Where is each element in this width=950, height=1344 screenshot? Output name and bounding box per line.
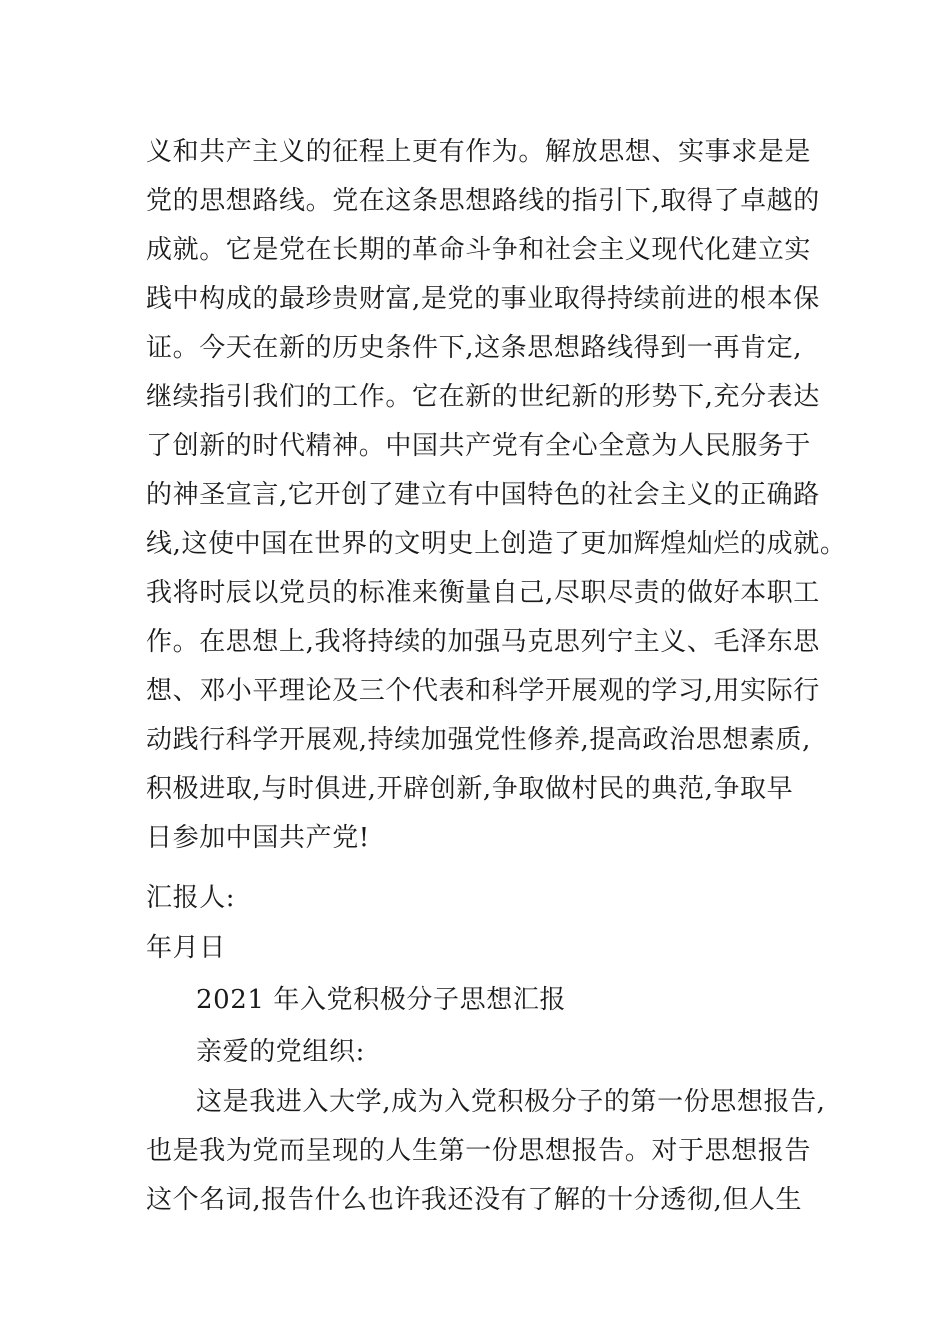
date-label: 年月日: [146, 933, 226, 963]
body-line: 这是我进入大学,成为入党积极分子的第一份思想报告,: [196, 1087, 826, 1117]
body-line: 作。在思想上,我将持续的加强马克思列宁主义、毛泽东思: [146, 627, 820, 657]
body-line: 了创新的时代精神。中国共产党有全心全意为人民服务于: [146, 431, 812, 461]
body-line: 想、邓小平理论及三个代表和科学开展观的学习,用实际行: [146, 676, 820, 706]
body-line: 动践行科学开展观,持续加强党性修养,提高政治思想素质,: [146, 725, 811, 755]
body-line: 践中构成的最珍贵财富,是党的事业取得持续前进的根本保: [146, 284, 820, 314]
body-line: 也是我为党而呈现的人生第一份思想报告。对于思想报告: [146, 1136, 812, 1166]
document-title: 2021 年入党积极分子思想汇报: [196, 985, 567, 1015]
body-line: 我将时辰以党员的标准来衡量自己,尽职尽责的做好本职工: [146, 578, 820, 608]
body-line: 线,这使中国在世界的文明史上创造了更加辉煌灿烂的成就。: [146, 529, 847, 559]
body-line: 成就。它是党在长期的革命斗争和社会主义现代化建立实: [146, 235, 812, 265]
body-line: 的神圣宣言,它开创了建立有中国特色的社会主义的正确路: [146, 480, 820, 510]
body-line: 继续指引我们的工作。它在新的世纪新的形势下,充分表达: [146, 382, 820, 412]
body-line: 党的思想路线。党在这条思想路线的指引下,取得了卓越的: [146, 186, 820, 216]
body-line: 这个名词,报告什么也许我还没有了解的十分透彻,但人生: [146, 1185, 803, 1215]
body-line: 积极进取,与时俱进,开辟创新,争取做村民的典范,争取早: [146, 774, 794, 804]
body-line: 义和共产主义的征程上更有作为。解放思想、实事求是是: [146, 137, 812, 167]
body-line: 证。今天在新的历史条件下,这条思想路线得到一再肯定,: [146, 333, 803, 363]
salutation: 亲爱的党组织:: [196, 1037, 365, 1067]
reporter-label: 汇报人:: [146, 883, 236, 913]
body-line: 日参加中国共产党!: [146, 823, 370, 853]
